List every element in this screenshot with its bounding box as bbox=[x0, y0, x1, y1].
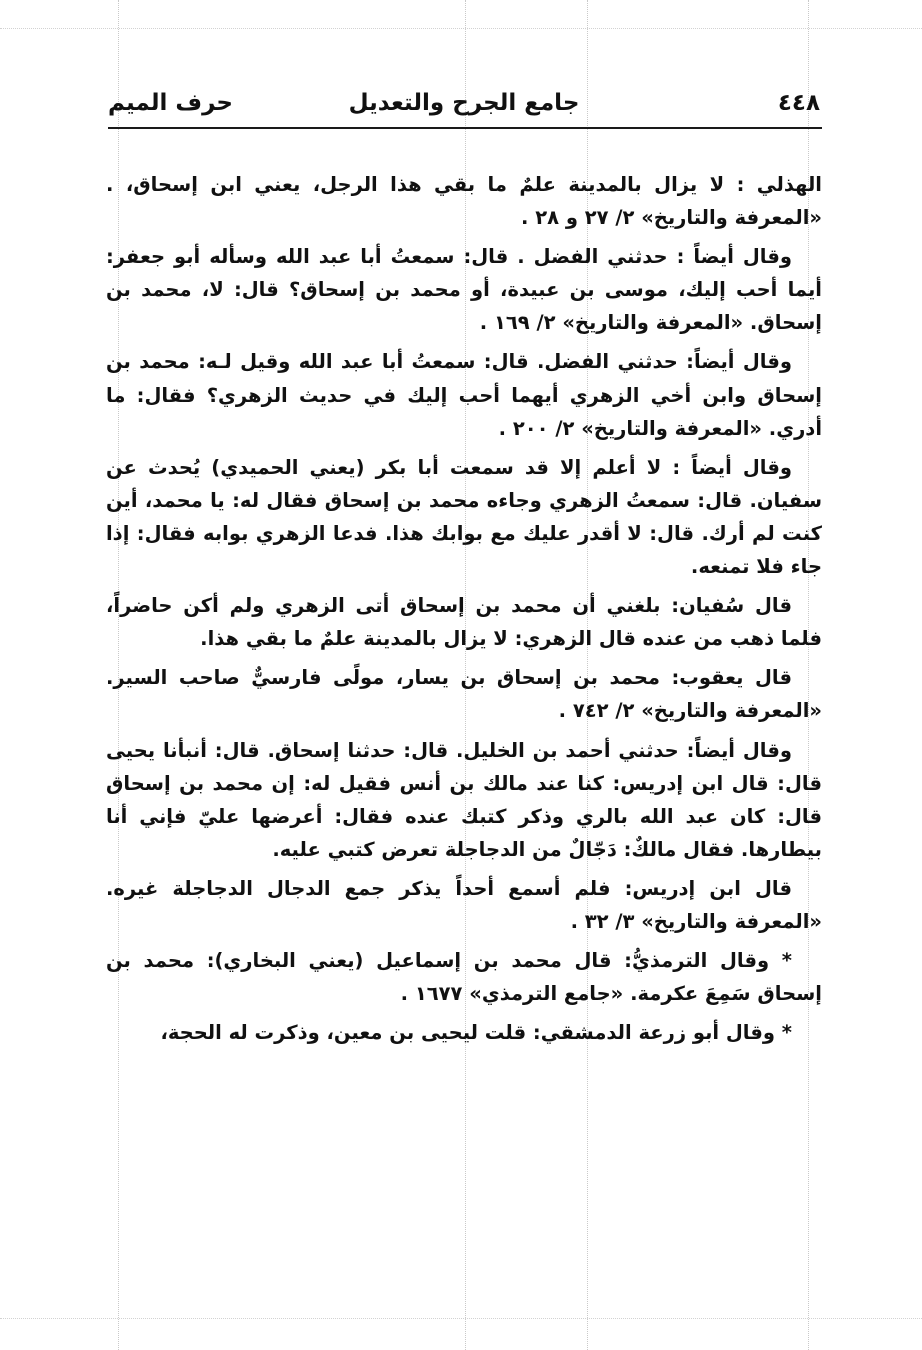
paragraph: قال يعقوب: محمد بن إسحاق بن يسار، مولًى فارسيٌّ صاحب السير. «المعرفة والتاريخ» ٢/ ٧٤٢ . bbox=[106, 666, 822, 723]
paragraph: الهذلي : لا يزال بالمدينة علمٌ ما بقي هذا الرجل، يعني ابن إسحاق، . «المعرفة والتاريخ» ٢/ ٢٧ و ٢٨ . bbox=[106, 173, 822, 230]
paragraph: وقال أيضاً : لا أعلم إلا قد سمعت أبا بكر (يعني الحميدي) يُحدث عن سفيان. قال: سمعتُ الزهري وجاءه محمد بن إسحاق فقال له: يا محمد، أين كنت لم أرك. قال: لا أقدر عليك مع بوابك هذا. فدعا الزهري بوابه فقال: إذا جاء فلا تمنعه. bbox=[106, 455, 822, 579]
page-number: ٤٤٨ bbox=[777, 90, 820, 116]
book-title: جامع الجرح والتعديل bbox=[348, 90, 580, 116]
running-header bbox=[108, 88, 820, 128]
paragraph: قال ابن إدريس: فلم أسمع أحداً يذكر جمع الدجال الدجاجلة غيره. «المعرفة والتاريخ» ٣/ ٣٢ . bbox=[106, 876, 822, 933]
header-rule bbox=[108, 127, 822, 129]
chapter-title: حرف الميم bbox=[108, 90, 233, 116]
paragraph: قال سُفيان: بلغني أن محمد بن إسحاق أتى الزهري ولم أكن حاضراً، فلما ذهب من عنده قال الزهري: لا يزال بالمدينة علمٌ ما بقي هذا. bbox=[106, 594, 822, 651]
guide-line bbox=[0, 28, 922, 29]
paragraph: وقال أيضاً: حدثني الفضل. قال: سمعتُ أبا عبد الله وقيل لـه: محمد بن إسحاق وابن أخي الزهري أيهما أحب إليك في حديث الزهري؟ فقال: ما أدري. «المعرفة والتاريخ» ٢/ ٢٠٠ . bbox=[106, 350, 822, 440]
paragraph: وقال أيضاً: حدثني أحمد بن الخليل. قال: حدثنا إسحاق. قال: أنبأنا يحيى قال: قال ابن إدريس: كنا عند مالك بن أنس فقيل له: إن محمد بن إسحاق قال: كان عبد الله بالري وذكر كتبك عنده فقال: أعرضها عليّ فإني أنا بيطارها. فقال مالكٌ: دَجّالٌ من الدجاجلة تعرض كتبي عليه. bbox=[106, 738, 822, 861]
paragraph: وقال أيضاً : حدثني الفضل . قال: سمعتُ أبا عبد الله وسأله أبو جعفر: أيما أحب إليك، موسى بن عبيدة، أو محمد بن إسحاق؟ قال: لا، محمد بن إسحاق. «المعرفة والتاريخ» ٢/ ١٦٩ . bbox=[106, 245, 822, 335]
guide-line bbox=[0, 1318, 922, 1319]
paragraph: * وقال الترمذيُّ: قال محمد بن إسماعيل (يعني البخاري): محمد بن إسحاق سَمِعَ عكرمة. «جامع الترمذي» ١٦٧٧ . bbox=[106, 949, 822, 1006]
body-text bbox=[106, 168, 822, 1049]
paragraph: * وقال أبو زرعة الدمشقي: قلت ليحيى بن معين، وذكرت له الحجة، bbox=[160, 1021, 792, 1045]
